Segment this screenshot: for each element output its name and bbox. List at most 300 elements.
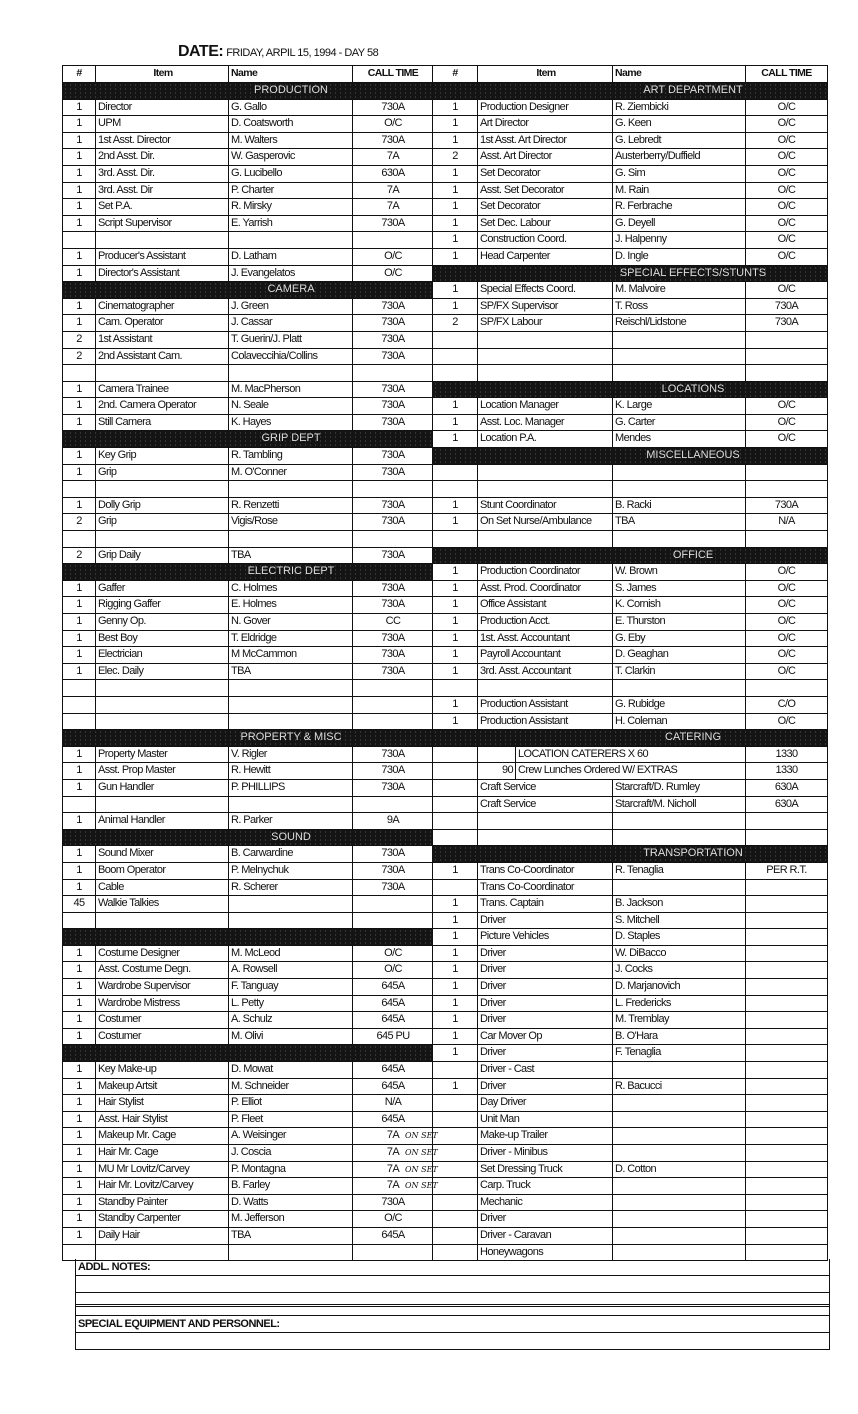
table-row [433,116,827,133]
name-cell: D. Latham [229,249,353,265]
call-time-cell [746,631,827,647]
count-cell: 1 [433,498,478,514]
name-cell [613,1128,746,1144]
count-cell: 1 [63,415,96,431]
call-time-value: 730A [381,332,405,345]
call-time-cell [746,531,827,547]
call-time-cell [353,133,433,149]
table-row [63,100,433,117]
item-cell: Wardrobe Mistress [96,996,229,1012]
name-cell: B. Jackson [613,896,746,912]
section-header [433,83,827,100]
call-time-cell [746,1162,827,1178]
table-row [433,1128,827,1145]
call-time-value: O/C [777,133,796,146]
table-row [63,680,433,697]
catering-cell [478,763,746,779]
call-time-cell [353,880,433,896]
count-cell: 1 [63,398,96,414]
call-time-cell [353,232,433,248]
count-cell: 1 [63,465,96,481]
count-cell: 1 [63,597,96,613]
table-row [63,1162,438,1179]
column-header-call: CALL TIME [761,67,812,79]
count-cell [433,349,478,365]
count-cell: 1 [63,1128,96,1144]
count-cell [433,1062,478,1078]
item-cell: Hair Mr. Lovitz/Carvey [96,1178,229,1194]
name-cell: D. Coatsworth [229,116,353,132]
call-time-value: 730A [381,216,405,229]
table-row [433,1145,827,1162]
count-cell: 1 [63,100,96,116]
table-row [433,962,827,979]
name-cell: R. Parker [229,813,353,829]
count-cell: 1 [63,614,96,630]
count-cell: 1 [433,929,478,945]
name-cell: M. O'Conner [229,465,353,481]
item-cell: Asst. Prod. Coordinator [478,581,613,597]
item-cell: Driver [478,1012,613,1028]
count-cell [433,365,478,381]
call-time-cell [353,498,433,514]
count-cell: 1 [433,996,478,1012]
right-crew-table [432,65,828,1261]
call-time-cell [746,1211,827,1227]
name-cell [229,680,353,696]
name-cell [613,465,746,481]
call-time-value: O/C [777,183,796,196]
name-cell: Mendes [613,431,746,447]
table-row [63,1079,433,1096]
handwritten-note: ON SET [405,1131,438,1141]
table-row [433,1112,827,1129]
item-cell: Sound Mixer [96,846,229,862]
item-cell: Director [96,100,229,116]
call-time-cell [746,946,827,962]
count-cell: 1 [433,597,478,613]
count-cell [433,780,478,796]
count-cell: 1 [433,614,478,630]
name-cell: L. Fredericks [613,996,746,1012]
call-time-cell [353,680,433,696]
call-time-cell [746,332,827,348]
item-cell [96,481,229,497]
item-cell: Set Dressing Truck [478,1162,613,1178]
call-time-value: O/C [384,266,402,279]
item-cell: Driver [478,913,613,929]
item-cell: Dolly Grip [96,498,229,514]
count-cell [433,1195,478,1211]
count-cell: 1 [433,415,478,431]
call-time-cell [353,780,433,796]
name-cell: H. Coleman [613,714,746,730]
table-row [433,1178,827,1195]
call-time-cell [746,299,827,315]
count-cell [63,714,96,730]
table-row [433,597,827,614]
call-time-cell [353,398,433,414]
call-time-value: O/C [384,946,402,959]
count-cell: 1 [433,979,478,995]
call-time-cell [353,448,433,464]
call-time-cell [353,365,433,381]
count-cell: 45 [63,896,96,912]
item-cell: Walkie Talkies [96,896,229,912]
section-header [63,282,433,299]
name-cell: N. Gover [229,614,353,630]
count-cell [433,1162,478,1178]
item-cell [478,465,613,481]
call-time-value: 7A [386,1179,400,1192]
name-cell: G. Sim [613,166,746,182]
item-cell: Costume Designer [96,946,229,962]
call-time-value: O/C [384,963,402,976]
item-cell: Production Acct. [478,614,613,630]
item-cell [478,680,613,696]
call-time-value: O/C [777,399,796,412]
section-header [433,548,827,565]
table-row [63,1128,438,1145]
table-row [63,996,433,1013]
call-time-cell [746,597,827,613]
name-cell: J. Cocks [613,962,746,978]
name-cell: G. Deyell [613,216,746,232]
call-time-cell [353,1012,433,1028]
name-cell: TBA [229,548,353,564]
call-time-cell [746,1195,827,1211]
count-cell: 2 [63,349,96,365]
item-cell: Craft Service [478,780,613,796]
count-cell: 1 [63,149,96,165]
column-header-name: Name [229,66,353,82]
call-time-cell [353,714,433,730]
table-row [433,647,827,664]
table-row [433,1012,827,1029]
item-cell: Driver [478,946,613,962]
table-row [63,1029,433,1046]
table-row [433,315,827,332]
call-time-cell [746,896,827,912]
name-cell [613,1245,746,1261]
call-time-value: 7A [386,200,400,213]
table-row [63,763,433,780]
table-row [63,1178,438,1195]
column-header-name: Name [613,66,746,82]
call-time-value: 730A [381,449,405,462]
count-cell: 1 [63,1178,96,1194]
item-cell: Costumer [96,1012,229,1028]
item-cell: Best Boy [96,631,229,647]
call-time-cell [353,100,433,116]
table-row [63,415,433,432]
count-cell [433,830,478,846]
call-time-cell [746,1095,827,1111]
call-time-cell [353,382,433,398]
call-time-cell [353,481,433,497]
name-cell: J. Coscia [229,1145,353,1161]
section-header [433,846,827,863]
name-cell: T. Eldridge [229,631,353,647]
name-cell: K. Hayes [229,415,353,431]
count-cell: 1 [63,199,96,215]
item-cell [478,813,613,829]
count-cell: 1 [63,763,96,779]
call-time-cell [353,183,433,199]
item-cell: Make-up Trailer [478,1128,613,1144]
call-time-cell [353,664,433,680]
call-time-value: O/C [777,615,796,627]
call-time-cell: 1330 [775,747,798,760]
count-cell: 1 [433,183,478,199]
call-sheet-date [178,43,378,61]
call-time-cell [353,249,433,265]
item-cell: Boom Operator [96,863,229,879]
call-time-value: 730A [381,548,405,561]
item-cell [478,349,613,365]
name-cell: E. Yarrish [229,216,353,232]
section-header-label: ELECTRIC DEPT [247,565,335,578]
table-row [433,979,827,996]
call-time-cell [746,282,827,298]
call-time-cell [353,199,433,215]
item-cell: Art Director [478,116,613,132]
call-time-cell [353,514,433,530]
call-time-value: O/C [777,166,796,179]
call-time-cell [353,1228,433,1244]
name-cell: M. McLeod [229,946,353,962]
name-cell: M. Tremblay [613,1012,746,1028]
name-cell: G. Carter [613,415,746,431]
call-time-value: 730A [774,316,799,329]
name-cell [229,714,353,730]
item-cell: Grip [96,465,229,481]
table-row [433,896,827,913]
name-cell [229,1245,353,1261]
table-row [63,813,433,830]
section-header [63,830,433,847]
item-cell: Standby Painter [96,1195,229,1211]
call-time-cell [353,614,433,630]
call-time-value: 630A [381,166,405,179]
item-cell: Driver [478,996,613,1012]
table-row [63,896,433,913]
table-row [63,747,433,764]
table-row [63,597,433,614]
section-header-label: GRIP DEPT [261,432,321,445]
section-header-label: SPECIAL EFFECTS/STUNTS [619,266,767,279]
call-time-cell [353,1162,438,1178]
call-time-value: C/O [777,697,796,710]
notes-line [76,1293,829,1307]
call-time-cell [353,1079,433,1095]
call-time-value: 730A [381,598,405,611]
count-cell: 1 [63,382,96,398]
call-time-cell [746,1128,827,1144]
item-cell: Set Decorator [478,199,613,215]
table-row [433,830,827,847]
count-cell [63,232,96,248]
count-cell: 1 [433,100,478,116]
name-cell: B. Racki [613,498,746,514]
call-time-cell [353,631,433,647]
name-cell: M. Walters [229,133,353,149]
count-cell: 1 [433,647,478,663]
name-cell: M. Schneider [229,1079,353,1095]
count-cell: 1 [433,249,478,265]
call-time-cell [746,100,827,116]
count-cell: 1 [63,1095,96,1111]
call-time-value: O/C [777,117,796,130]
call-time-value: 730A [381,498,405,511]
table-row [63,1095,433,1112]
date-value: FRIDAY, ARPIL 15, 1994 - DAY 58 [226,47,379,59]
table-row [63,315,433,332]
name-cell: TBA [229,664,353,680]
item-cell: Driver [478,962,613,978]
special-equipment-line [76,1333,829,1350]
item-cell: Asst. Set Decorator [478,183,613,199]
name-cell: P. Charter [229,183,353,199]
item-cell: Still Camera [96,415,229,431]
count-cell: 1 [433,664,478,680]
name-cell: Colaveccihia/Collins [229,349,353,365]
name-cell: D. Ingle [613,249,746,265]
column-header-n: # [63,66,96,82]
name-cell: M. Rain [613,183,746,199]
name-cell: C. Holmes [229,581,353,597]
call-time-cell [746,1062,827,1078]
name-cell: R. Bacucci [613,1079,746,1095]
table-row [433,232,827,249]
count-cell [433,1112,478,1128]
item-cell: Script Supervisor [96,216,229,232]
item-cell: Production Assistant [478,714,613,730]
count-cell: 1 [433,431,478,447]
item-cell: Stunt Coordinator [478,498,613,514]
item-cell: Production Assistant [478,697,613,713]
call-time-cell [746,232,827,248]
item-cell: Set Dec. Labour [478,216,613,232]
section-header-label: TRANSPORTATION [643,847,743,860]
count-cell: 2 [63,332,96,348]
call-time-cell [353,697,433,713]
table-row [433,415,827,432]
count-cell [433,747,478,763]
name-cell: M. Malvoire [613,282,746,298]
name-cell: A. Rowsell [229,962,353,978]
item-cell: Driver [478,1079,613,1095]
item-cell: Driver [478,1211,613,1227]
count-cell: 1 [433,398,478,414]
name-cell: D. Watts [229,1195,353,1211]
call-time-cell [746,780,827,796]
name-cell [229,365,353,381]
name-cell [229,481,353,497]
count-cell: 1 [63,1029,96,1045]
table-row [63,863,433,880]
count-cell: 1 [63,946,96,962]
call-time-cell [353,763,433,779]
count-cell: 1 [433,166,478,182]
count-cell: 1 [433,714,478,730]
table-row [63,365,433,382]
table-row [433,431,827,448]
table-row [63,647,433,664]
count-cell: 2 [433,149,478,165]
name-cell [229,531,353,547]
column-header-item: Item [478,66,613,82]
item-cell: MU Mr Lovitz/Carvey [96,1162,229,1178]
item-cell: Day Driver [478,1095,613,1111]
table-row [433,1029,827,1046]
item-cell: Gaffer [96,581,229,597]
call-time-value: 730A [381,581,405,594]
count-cell: 1 [63,1145,96,1161]
table-row [63,448,433,465]
name-cell: W. Brown [613,564,746,580]
count-cell: 1 [63,1162,96,1178]
call-time-cell [353,315,433,331]
call-time-cell [746,315,827,331]
call-time-cell [746,564,827,580]
count-cell [63,797,96,813]
table-row [433,199,827,216]
item-cell: Producer's Assistant [96,249,229,265]
table-row [433,797,827,814]
table-row [63,514,433,531]
call-time-value: 730A [774,498,799,511]
table-row [433,183,827,200]
name-cell: TBA [613,514,746,530]
call-time-value: 730A [381,399,405,412]
name-cell [229,697,353,713]
table-row [63,1211,433,1228]
item-cell: 1st Asst. Director [96,133,229,149]
column-header-call: CALL TIME [367,67,419,79]
count-cell: 1 [63,863,96,879]
name-cell: T. Ross [613,299,746,315]
item-cell [96,714,229,730]
call-time-cell [746,680,827,696]
item-cell [96,232,229,248]
count-cell: 1 [63,266,96,282]
count-cell: 1 [63,996,96,1012]
table-row [433,1062,827,1079]
call-time-cell [746,1029,827,1045]
section-header [63,730,433,747]
table-row [433,614,827,631]
count-cell: 1 [433,116,478,132]
section-header [63,929,433,946]
item-cell [96,697,229,713]
call-time-value: 645A [381,996,405,1009]
table-row [63,149,433,166]
call-time-cell [746,1012,827,1028]
item-cell: Asst. Hair Stylist [96,1112,229,1128]
call-time-cell [353,415,433,431]
item-cell: Genny Op. [96,614,229,630]
table-row [63,1012,433,1029]
table-row [433,996,827,1013]
call-time-cell [353,531,433,547]
call-time-cell [746,1228,827,1244]
call-time-value: O/C [777,249,796,262]
name-cell: D. Geaghan [613,647,746,663]
call-time-cell [353,863,433,879]
table-row [63,249,433,266]
call-time-cell [353,797,433,813]
